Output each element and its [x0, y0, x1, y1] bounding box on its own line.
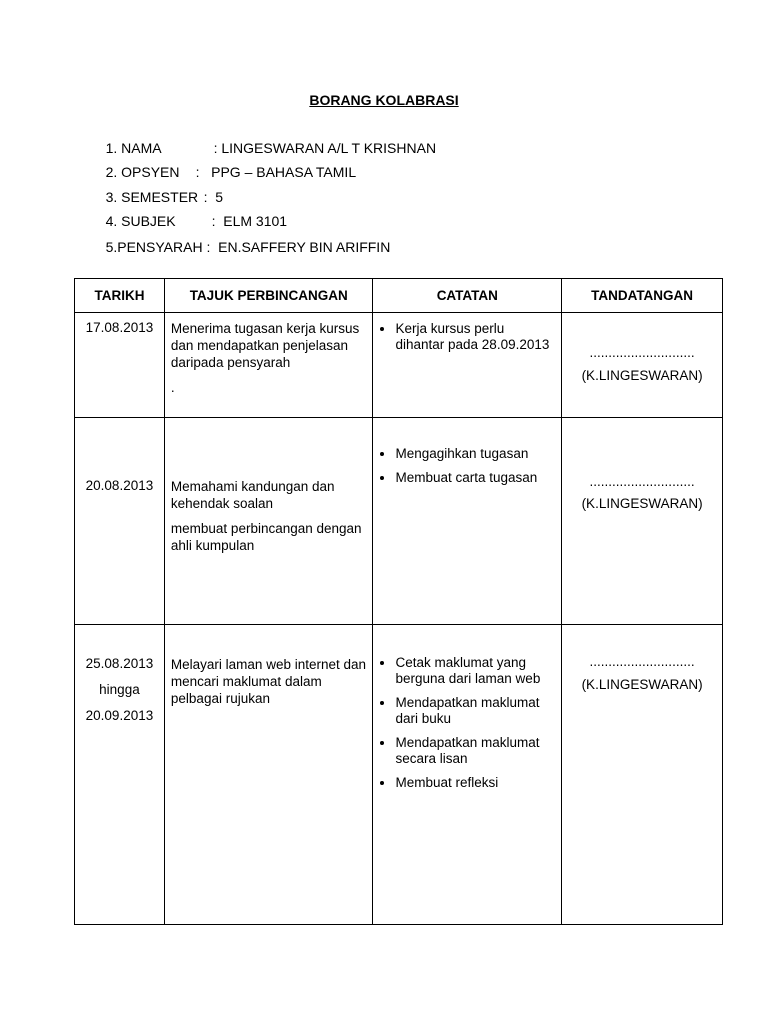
- list-item: • Cetak maklumat yang berguna dari laman web: [395, 655, 555, 687]
- date-range: [75, 625, 164, 729]
- list-item: • Mendapatkan maklumat secara lisan: [395, 735, 555, 767]
- list-item: • Kerja kursus perlu dihantar pada 28.09.2013: [395, 321, 555, 353]
- info-label: 4. SUBJEK: [105, 213, 176, 229]
- sign-cell: [562, 313, 723, 418]
- header-tajuk: TAJUK PERBINCANGAN: [164, 279, 373, 313]
- topic-text: Menerima tugasan kerja kursus dan mendapatkan penjelasan daripada pensyarah: [170, 321, 360, 370]
- topic-text: .: [170, 380, 175, 395]
- date-text: 25.08.2013: [85, 656, 154, 671]
- table-row: [75, 313, 723, 418]
- signature-dots: ............................: [589, 345, 695, 360]
- sign-cell: [562, 625, 723, 925]
- collaboration-table: [74, 278, 723, 925]
- date-cell: [75, 625, 165, 925]
- list-item: • Mendapatkan maklumat dari buku: [395, 695, 555, 727]
- signature-dots: ............................: [589, 474, 695, 489]
- info-label: 3. SEMESTER: [105, 189, 199, 205]
- header-catatan: CATATAN: [373, 279, 562, 313]
- info-separator: :: [211, 213, 224, 229]
- date-text: 20.08.2013: [85, 478, 154, 493]
- signature-name: (K.LINGESWARAN): [581, 368, 703, 383]
- list-item: • Membuat carta tugasan: [395, 470, 555, 486]
- signature-dots: ............................: [589, 654, 695, 669]
- list-item: • Mengagihkan tugasan: [395, 446, 555, 462]
- document-title: BORANG KOLABRASI: [309, 92, 459, 108]
- date-text: 17.08.2013: [85, 320, 154, 335]
- header-tarikh: TARIKH: [75, 279, 165, 313]
- info-label: 2. OPSYEN: [105, 164, 180, 180]
- info-value: LINGESWARAN A/L T KRISHNAN: [221, 140, 437, 156]
- info-separator: :: [203, 189, 216, 205]
- table-header-row: [75, 279, 723, 313]
- info-pensyarah: [90, 223, 390, 271]
- date-range-separator: hingga: [99, 682, 140, 697]
- topic-text: membuat perbincangan dengan ahli kumpulan: [170, 521, 362, 553]
- date-text: 20.09.2013: [85, 708, 154, 723]
- notes-cell: [373, 418, 562, 625]
- table-row: [75, 625, 723, 925]
- info-label: 5.PENSYARAH: [105, 239, 203, 255]
- notes-list: [373, 418, 561, 486]
- header-tandatangan: TANDATANGAN: [562, 279, 723, 313]
- table-row: [75, 418, 723, 625]
- signature-name: (K.LINGESWARAN): [581, 677, 703, 692]
- sign-cell: [562, 418, 723, 625]
- info-separator: :: [213, 140, 222, 156]
- date-cell: [75, 418, 165, 625]
- info-separator: :: [195, 164, 212, 180]
- info-value: ELM 3101: [223, 213, 288, 229]
- notes-list: [373, 313, 561, 353]
- info-value: PPG – BAHASA TAMIL: [211, 164, 357, 180]
- signature-name: (K.LINGESWARAN): [581, 496, 703, 511]
- topic-cell: [164, 313, 373, 418]
- date-cell: [75, 313, 165, 418]
- notes-cell: [373, 625, 562, 925]
- topic-text: Melayari laman web internet dan mencari maklumat dalam pelbagai rujukan: [170, 657, 367, 706]
- info-separator: :: [202, 239, 219, 255]
- info-value: 5: [215, 189, 224, 205]
- notes-cell: [373, 313, 562, 418]
- topic-text: Memahami kandungan dan kehendak soalan: [170, 479, 335, 511]
- topic-cell: [164, 418, 373, 625]
- list-item: • Membuat refleksi: [395, 775, 555, 791]
- notes-list: [373, 625, 561, 791]
- info-label: 1. NAMA: [105, 140, 162, 156]
- topic-cell: [164, 625, 373, 925]
- info-value: EN.SAFFERY BIN ARIFFIN: [218, 239, 391, 255]
